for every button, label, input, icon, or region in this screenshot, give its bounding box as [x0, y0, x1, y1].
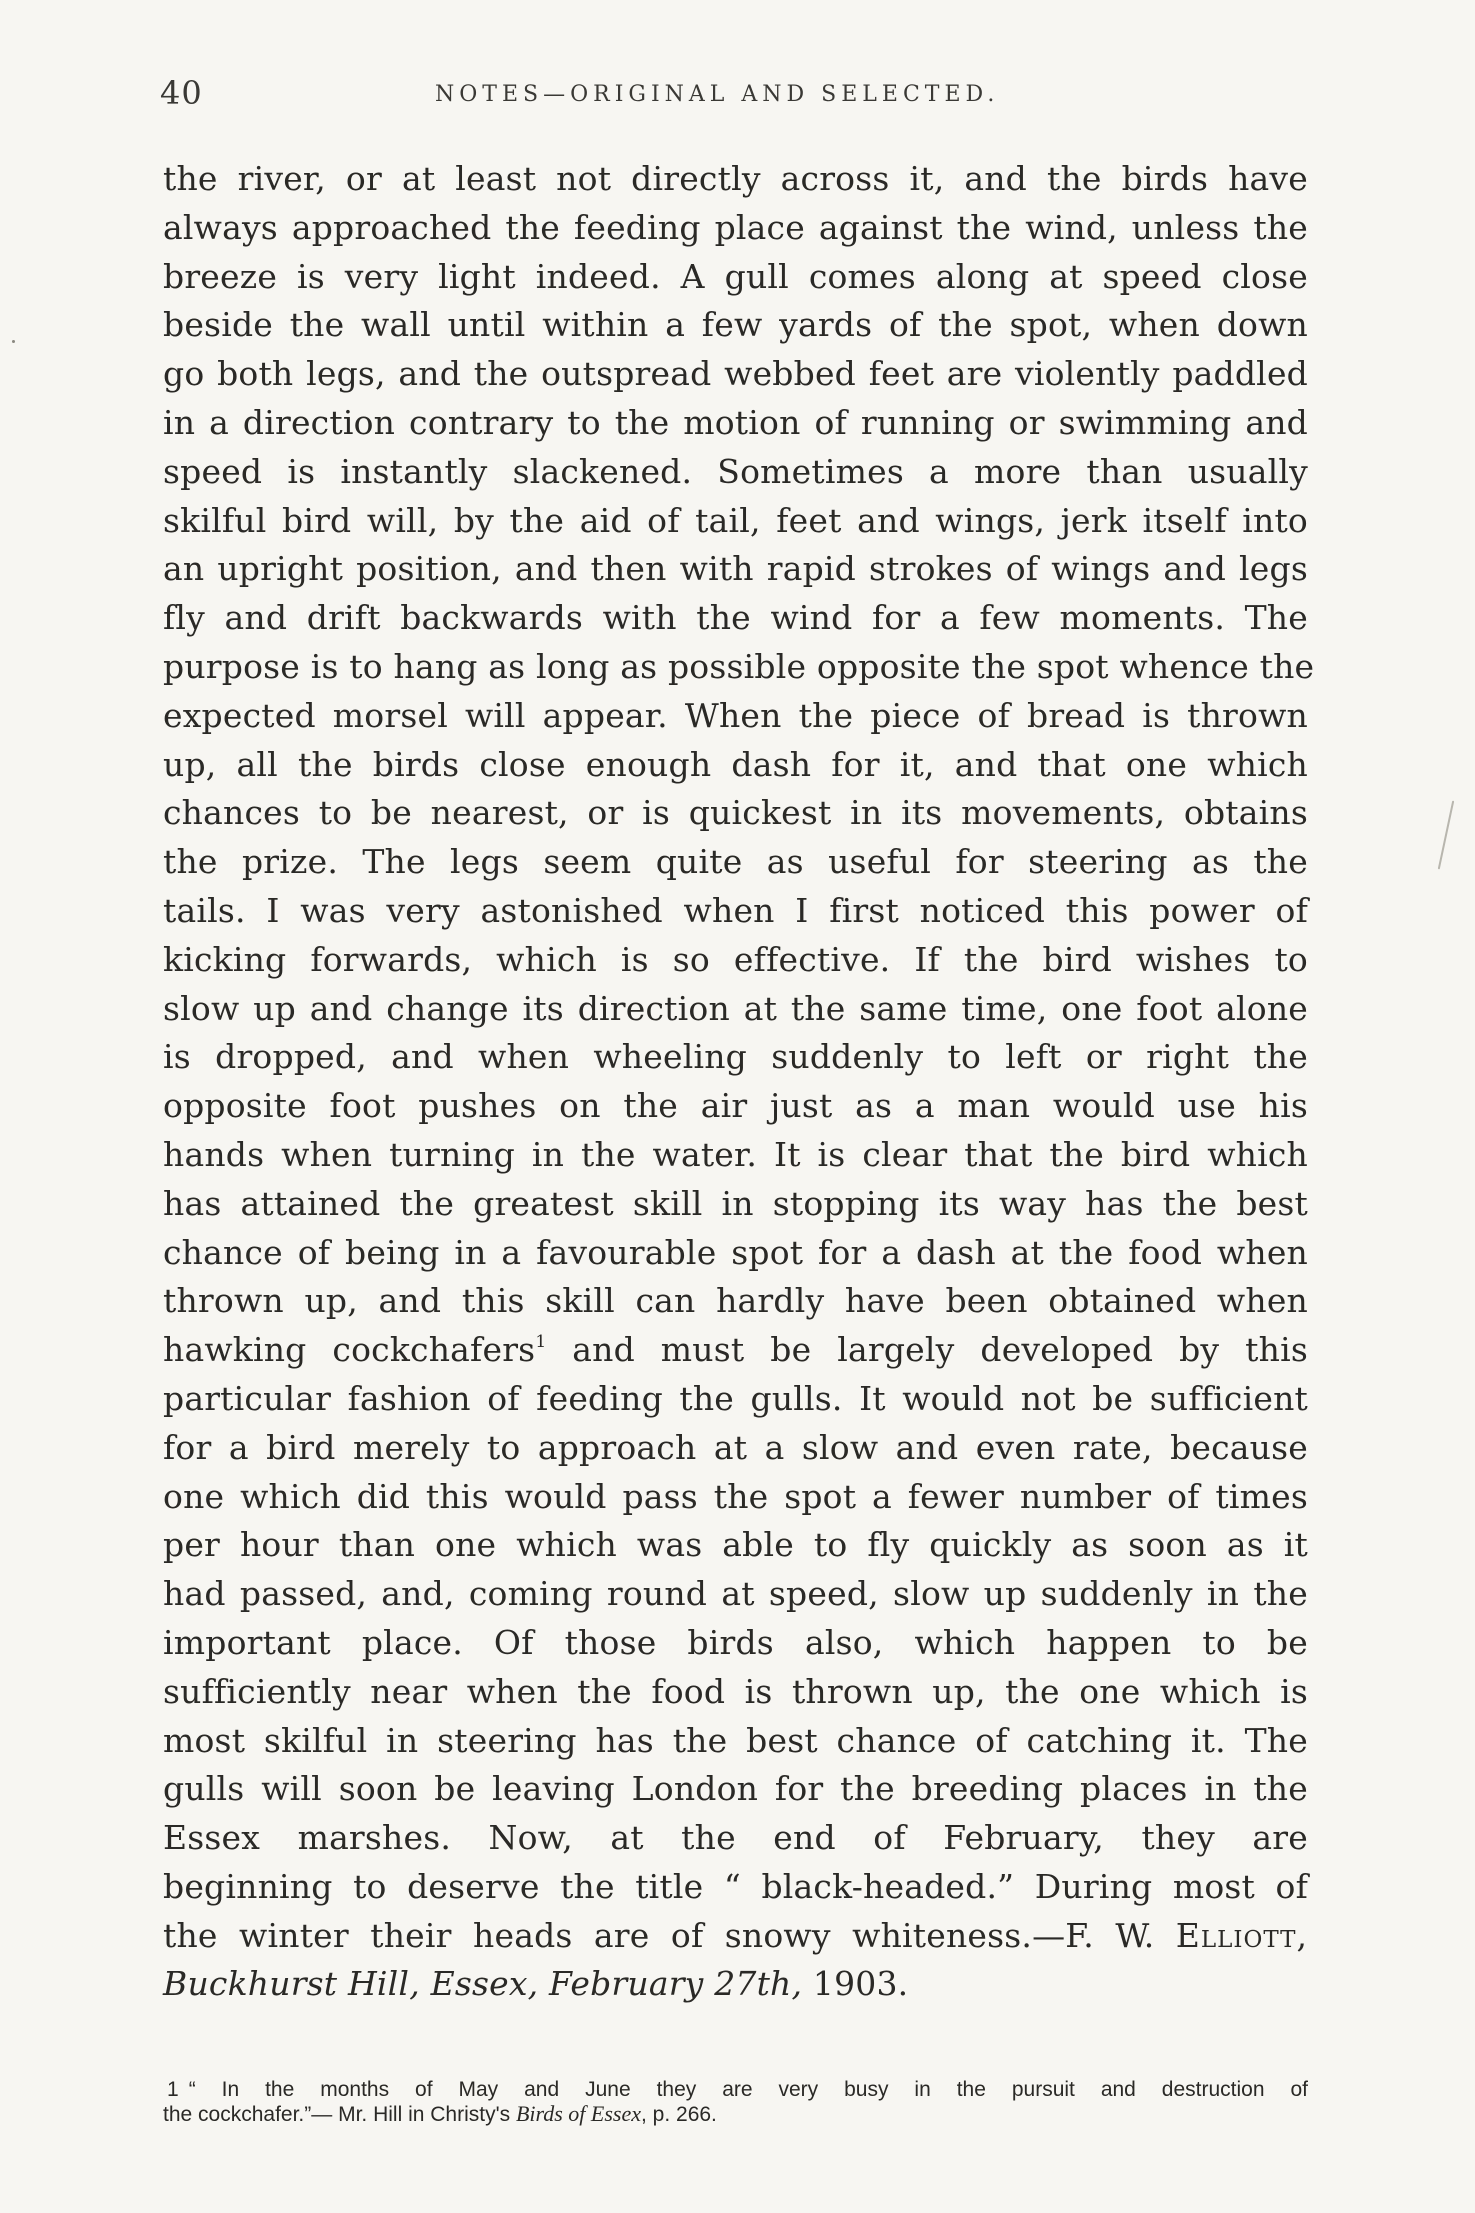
text-line-footnote-ref [163, 1326, 1308, 1375]
text-line: particular fashion of feeding the gulls. It would not be sufficient [163, 1378, 1308, 1418]
text-line: gulls will soon be leaving London for the breeding places in the [163, 1769, 1308, 1809]
page-header [160, 74, 1310, 114]
text-line: up, all the birds close enough dash for it, and that one which [163, 744, 1308, 784]
text-line: has attained the greatest skill in stopping its way has the best [163, 1183, 1308, 1223]
body-text [163, 155, 1315, 2009]
paper-speck [12, 340, 15, 343]
text-line: purpose is to hang as long as possible opposite the spot whence the [163, 646, 1315, 686]
text-line: most skilful in steering has the best chance of catching it. The [163, 1720, 1308, 1760]
text-line: tails. I was very astonished when I first noticed this power of [163, 890, 1308, 930]
text-line: thrown up, and this skill can hardly have been obtained when [163, 1281, 1308, 1321]
text-line: for a bird merely to approach at a slow and even rate, because [163, 1427, 1308, 1467]
text-line: slow up and change its direction at the same time, one foot alone [163, 988, 1308, 1028]
text-line: opposite foot pushes on the air just as a man would use his [163, 1086, 1308, 1126]
text-line: breeze is very light indeed. A gull comes along at speed close [163, 256, 1308, 296]
footnote-line [163, 2078, 1308, 2102]
text-line: go both legs, and the outspread webbed feet are violently paddled [163, 354, 1308, 394]
text-line: Essex marshes. Now, at the end of February, they are [163, 1818, 1308, 1858]
text-line: speed is instantly slackened. Sometimes a more than usually [163, 451, 1308, 491]
text-line: is dropped, and when wheeling suddenly to left or right the [163, 1037, 1308, 1077]
place-date: Buckhurst Hill, Essex, February 27th, [163, 1964, 803, 2004]
book-title: Birds of Essex [515, 2101, 641, 2126]
signature-place-date [163, 1960, 1308, 2009]
author-name: Elliott, [1175, 1915, 1308, 1955]
text-line: beginning to deserve the title “ black-headed.” During most of [163, 1866, 1308, 1906]
running-head: NOTES—ORIGINAL AND SELECTED. [435, 82, 1000, 107]
text-line: chance of being in a favourable spot for a dash at the food when [163, 1232, 1308, 1272]
text-line: hands when turning in the water. It is clear that the bird which [163, 1134, 1308, 1174]
footnote-reference[interactable]: 1 [535, 1332, 547, 1353]
text-line: an upright position, and then with rapid strokes of wings and legs [163, 549, 1308, 589]
text-line: chances to be nearest, or is quickest in its movements, obtains [163, 793, 1308, 833]
footnote-line [163, 2102, 1308, 2127]
footnote-number: 1 [167, 2078, 179, 2101]
year: 1903. [802, 1964, 909, 2004]
text-line: had passed, and, coming round at speed, slow up suddenly in the [163, 1574, 1308, 1614]
text-line: in a direction contrary to the motion of running or swimming and [163, 402, 1308, 442]
text-line: beside the wall until within a few yards of the spot, when down [163, 305, 1308, 345]
text-segment: hawking cockchafers [163, 1330, 536, 1370]
text-line: fly and drift backwards with the wind for a few moments. The [163, 598, 1308, 638]
page-number: 40 [160, 74, 203, 112]
text-line: skilful bird will, by the aid of tail, feet and wings, jerk itself into [163, 500, 1308, 540]
text-line: sufficiently near when the food is thrown up, the one which is [163, 1671, 1308, 1711]
footnote-text: , p. 266. [641, 2103, 717, 2126]
text-segment: the winter their heads are of snowy whiteness.—F. W. [163, 1915, 1155, 1955]
text-line: kicking forwards, which is so effective. If the bird wishes to [163, 939, 1308, 979]
footnote-text: the cockchafer.”— Mr. Hill in Christy's [163, 2103, 516, 2126]
text-segment: and must be largely developed by this [546, 1330, 1308, 1370]
footnote-text: “ In the months of May and June they are very busy in the pursuit and destruction of [188, 2078, 1308, 2101]
text-line: expected morsel will appear. When the piece of bread is thrown [163, 695, 1308, 735]
text-line: important place. Of those birds also, which happen to be [163, 1622, 1308, 1662]
footnote [163, 2078, 1308, 2127]
text-line: always approached the feeding place against the wind, unless the [163, 207, 1308, 247]
text-line: one which did this would pass the spot a fewer number of times [163, 1476, 1308, 1516]
text-line-signature [163, 1912, 1308, 1961]
text-line: the prize. The legs seem quite as useful for steering as the [163, 842, 1308, 882]
text-line: per hour than one which was able to fly quickly as soon as it [163, 1525, 1308, 1565]
paper-speck [1438, 801, 1455, 870]
text-line: the river, or at least not directly across it, and the birds have [163, 159, 1308, 198]
